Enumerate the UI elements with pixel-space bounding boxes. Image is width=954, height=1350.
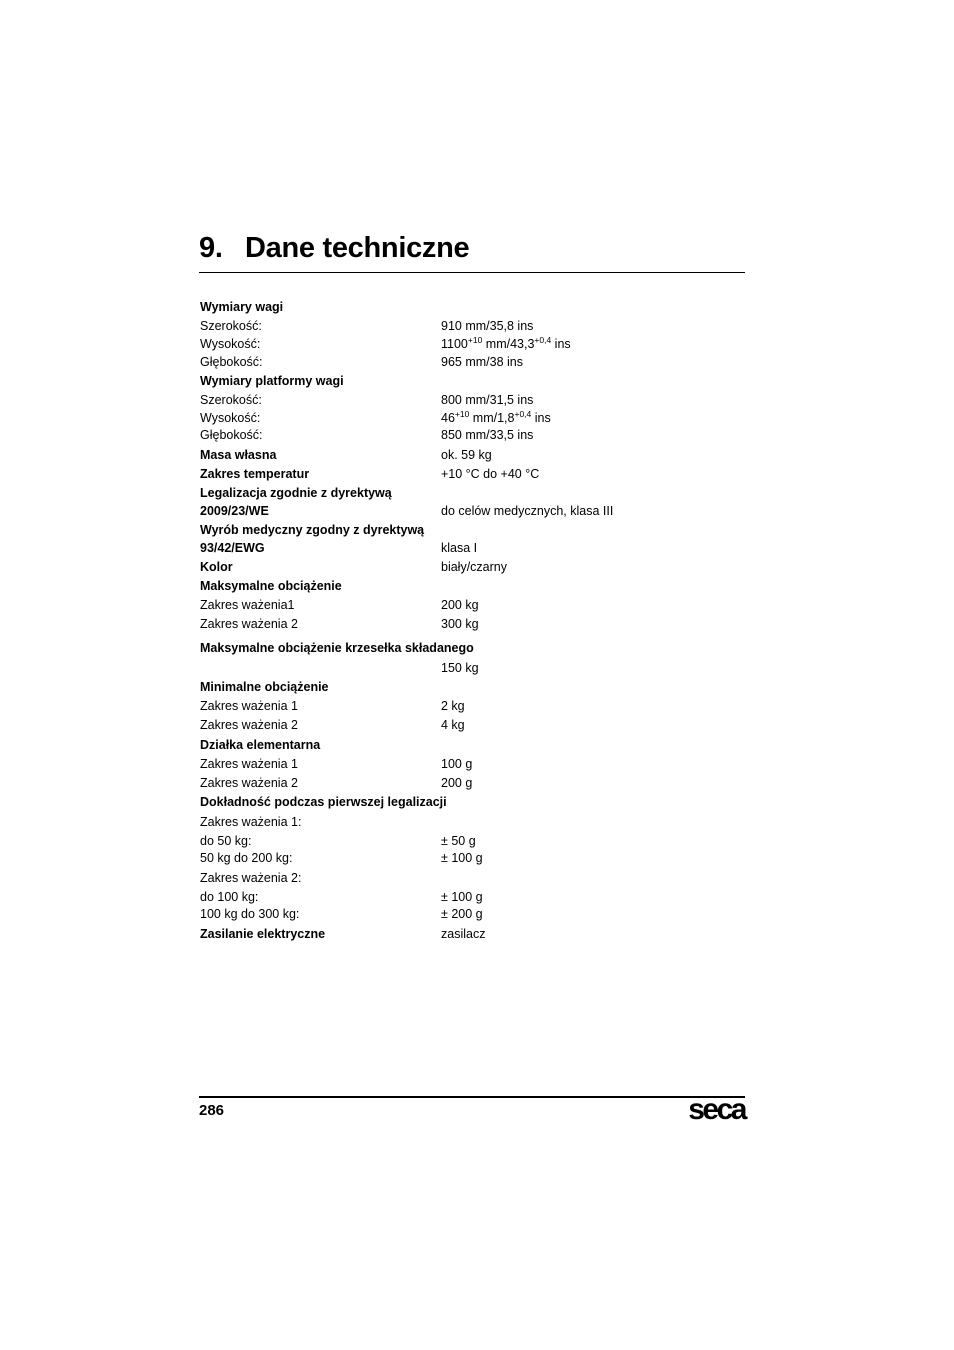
spec-row (199, 793, 745, 811)
spec-heading: Wymiary platformy wagi (200, 374, 344, 388)
spec-value-text: ins (531, 411, 551, 425)
spec-value-tolerance: +0,4 (514, 409, 532, 419)
spec-row (199, 905, 745, 923)
spec-value (441, 596, 479, 614)
spec-value (441, 539, 477, 557)
spec-value (441, 615, 479, 633)
spec-value-tolerance: +10 (467, 335, 483, 345)
spec-value (441, 353, 523, 371)
spec-value-text: 200 kg (441, 598, 479, 612)
spec-label: Zakres ważenia 2: (200, 871, 302, 885)
spec-heading: Kolor (200, 560, 233, 574)
spec-value (441, 502, 613, 520)
spec-value-text: +10 °C do +40 °C (441, 467, 540, 481)
spec-row (199, 925, 745, 943)
spec-label: Zakres ważenia 2 (200, 776, 298, 790)
spec-value (441, 426, 533, 444)
spec-label: do 50 kg: (200, 834, 252, 848)
spec-value (441, 391, 533, 409)
spec-value (441, 317, 533, 335)
spec-value (441, 774, 472, 792)
spec-row (199, 596, 745, 614)
spec-label: 100 kg do 300 kg: (200, 907, 300, 921)
spec-row (199, 849, 745, 867)
spec-row (199, 813, 745, 831)
spec-value (441, 716, 465, 734)
spec-value (441, 659, 479, 677)
spec-label: Zakres ważenia 2 (200, 718, 298, 732)
spec-row (199, 298, 745, 316)
spec-row (199, 502, 745, 520)
spec-value (441, 832, 476, 850)
spec-label: Szerokość: (200, 319, 262, 333)
spec-row (199, 716, 745, 734)
spec-heading: Wymiary wagi (200, 300, 284, 314)
spec-heading: Dokładność podczas pierwszej legalizacji (200, 795, 447, 809)
spec-value (441, 335, 571, 353)
spec-row (199, 869, 745, 887)
spec-heading: Zakres temperatur (200, 467, 310, 481)
spec-row (199, 659, 745, 677)
spec-value-text: ± 50 g (441, 834, 476, 848)
spec-row (199, 391, 745, 409)
spec-value (441, 755, 472, 773)
spec-label: Głębokość: (200, 428, 263, 442)
spec-row (199, 558, 745, 576)
spec-value-text: ± 100 g (441, 890, 483, 904)
spec-row (199, 639, 745, 657)
spec-label: Zakres ważenia 1 (200, 699, 298, 713)
spec-value-text: 910 mm/35,8 ins (441, 319, 534, 333)
page-title (199, 232, 469, 265)
spec-value-text: 150 kg (441, 661, 479, 675)
spec-row (199, 736, 745, 754)
spec-row (199, 521, 745, 539)
spec-label: Zakres ważenia 1: (200, 815, 302, 829)
spec-heading: Maksymalne obciążenie krzesełka składanego (200, 641, 474, 655)
spec-value-text: ok. 59 kg (441, 448, 492, 462)
spec-value-text: ± 100 g (441, 851, 483, 865)
spec-row (199, 755, 745, 773)
spec-heading: Wyrób medyczny zgodny z dyrektywą (200, 523, 425, 537)
spec-row (199, 335, 745, 353)
spec-row (199, 465, 745, 483)
spec-value-text: mm/1,8 (469, 411, 515, 425)
spec-value (441, 465, 539, 483)
spec-heading: Działka elementarna (200, 738, 321, 752)
spec-value-text: 4 kg (441, 718, 465, 732)
spec-heading: Legalizacja zgodnie z dyrektywą (200, 486, 392, 500)
spec-value-text: ± 200 g (441, 907, 483, 921)
spec-value-text: do celów medycznych, klasa III (441, 504, 614, 518)
seca-logo: seca (688, 1093, 745, 1126)
spec-label: Zakres ważenia1 (200, 598, 295, 612)
spec-label: Zakres ważenia 1 (200, 757, 298, 771)
spec-row (199, 697, 745, 715)
spec-row (199, 888, 745, 906)
spec-value-tolerance: +0,4 (534, 335, 552, 345)
spec-row (199, 317, 745, 335)
spec-value (441, 905, 483, 923)
spec-label: Głębokość: (200, 355, 263, 369)
spec-value (441, 558, 507, 576)
spec-label: Wysokość: (200, 337, 261, 351)
spec-label: do 100 kg: (200, 890, 259, 904)
spec-heading: Masa własna (200, 448, 277, 462)
spec-value-text: zasilacz (441, 927, 486, 941)
spec-value-text: 850 mm/33,5 ins (441, 428, 534, 442)
title-divider (199, 272, 745, 273)
spec-value (441, 697, 465, 715)
spec-value-text: 300 kg (441, 617, 479, 631)
spec-row (199, 539, 745, 557)
spec-row (199, 484, 745, 502)
spec-value-text: 100 g (441, 757, 473, 771)
spec-row (199, 832, 745, 850)
spec-heading: 2009/23/WE (200, 504, 269, 518)
spec-value (441, 849, 483, 867)
spec-label: Zakres ważenia 2 (200, 617, 298, 631)
spec-value (441, 409, 551, 427)
spec-row (199, 426, 745, 444)
spec-value-text: 200 g (441, 776, 473, 790)
spec-label: Wysokość: (200, 411, 261, 425)
spec-value-text: biały/czarny (441, 560, 507, 574)
spec-row (199, 615, 745, 633)
page-number: 286 (199, 1102, 225, 1119)
spec-row (199, 353, 745, 371)
spec-row (199, 409, 745, 427)
spec-value (441, 925, 485, 943)
spec-heading: 93/42/EWG (200, 541, 265, 555)
spec-value-text: klasa I (441, 541, 478, 555)
spec-value-text: ins (551, 337, 571, 351)
spec-label: Szerokość: (200, 393, 262, 407)
spec-value-tolerance: +10 (454, 409, 470, 419)
spec-value-text: 800 mm/31,5 ins (441, 393, 534, 407)
spec-label: 50 kg do 200 kg: (200, 851, 293, 865)
spec-value-text: mm/43,3 (482, 337, 535, 351)
spec-value (441, 446, 492, 464)
spec-value-text: 46 (441, 411, 455, 425)
spec-value-text: 2 kg (441, 699, 465, 713)
spec-value (441, 888, 483, 906)
spec-heading: Zasilanie elektryczne (200, 927, 326, 941)
spec-heading: Minimalne obciążenie (200, 680, 329, 694)
spec-row (199, 446, 745, 464)
spec-value-text: 965 mm/38 ins (441, 355, 523, 369)
section-title: Dane techniczne (245, 232, 470, 264)
spec-row (199, 577, 745, 595)
spec-heading: Maksymalne obciążenie (200, 579, 342, 593)
section-number: 9. (199, 232, 223, 264)
spec-row (199, 678, 745, 696)
spec-row (199, 774, 745, 792)
footer-divider (199, 1096, 745, 1098)
spec-row (199, 372, 745, 390)
spec-value-text: 1100 (441, 337, 468, 351)
